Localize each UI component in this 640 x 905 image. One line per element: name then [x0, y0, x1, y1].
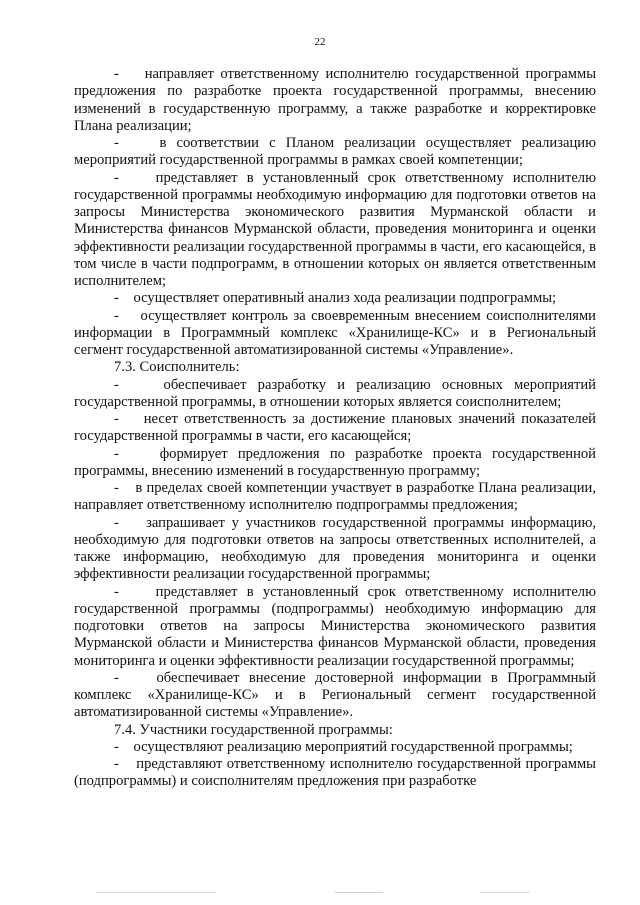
list-item: - представляет в установленный срок ответственному исполнителю государственной программы необходимую информацию для подготовки ответов на запросы Министерства экономического развития Мурманской области и Министерства финансов Мурманской области, проведения мониторинга и оценки эффективности реализации государственной программы в части, его касающейся, в том числе в части подпрограмм, в отношении которых он является ответственным исполнителем; [74, 169, 596, 289]
section-heading: 7.4. Участники государственной программы: [114, 721, 393, 738]
list-item: - обеспечивает разработку и реализацию основных мероприятий государственной программы, в отношении которых является соисполнителем; [74, 376, 596, 410]
divider [480, 892, 530, 893]
list-item: - направляет ответственному исполнителю государственной программы предложения по разработке проекта государственной программы, внесению изменений в государственную программу, а также разработке и корректировке Плана реализации; [74, 66, 596, 134]
list-item: - осуществляет контроль за своевременным внесением соисполнителями информации в Программный комплекс «Хранилище-КС» и в Региональный сегмент государственной автоматизированной системы «Управление». [74, 307, 596, 358]
list-item: - представляет в установленный срок ответственному исполнителю государственной программы (подпрограммы) необходимую информацию для подготовки ответов на запросы Министерства экономического развития Мурманской области и Министерства финансов Мурманской области, проведения мониторинга и оценки эффективности реализации государственной программы; [74, 583, 596, 669]
divider [335, 892, 383, 893]
list-item: - представляют ответственному исполнителю государственной программы (подпрограммы) и соисполнителям предложения при разработке [74, 756, 596, 790]
list-item: - запрашивает у участников государственной программы информацию, необходимую для подготовки ответов на запросы ответственных исполнителей, а также информацию, необходимую для проведения мониторинга и оценки эффективности реализации государственной программы; [74, 514, 596, 583]
page-number: 22 [314, 36, 326, 48]
list-item: - в соответствии с Планом реализации осуществляет реализацию мероприятий государственной программы в рамках своей компетенции; [74, 135, 596, 169]
list-item: - в пределах своей компетенции участвует в разработке Плана реализации, направляет ответственному исполнителю подпрограммы предложения; [74, 480, 596, 514]
section-heading: 7.3. Соисполнитель: [114, 359, 240, 376]
list-item: - осуществляет оперативный анализ хода реализации подпрограммы; [114, 290, 557, 307]
list-item: - формирует предложения по разработке проекта государственной программы, внесению изменений в государственную программу; [74, 445, 596, 479]
page-bottom-edge [0, 890, 640, 896]
divider [96, 892, 216, 893]
document-body [74, 66, 596, 791]
list-item: - обеспечивает внесение достоверной информации в Программный комплекс «Хранилище-КС» и в Региональный сегмент государственной автоматизированной системы «Управление». [74, 669, 596, 721]
list-item: - осуществляют реализацию мероприятий государственной программы; [114, 738, 573, 755]
list-item: - несет ответственность за достижение плановых значений показателей государственной программы в части, его касающейся; [74, 411, 596, 445]
